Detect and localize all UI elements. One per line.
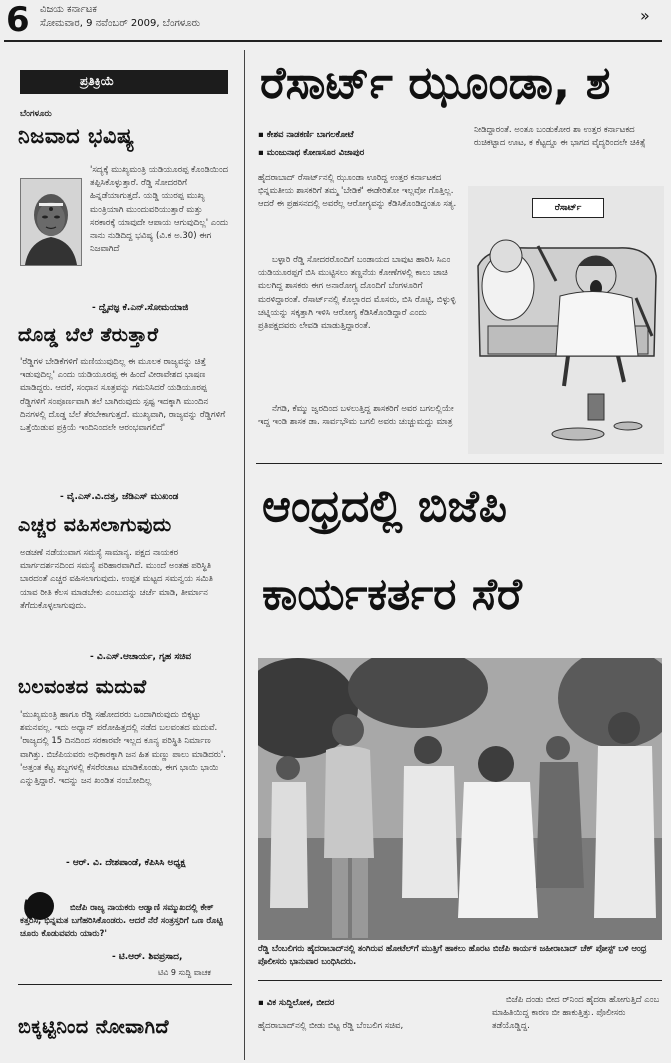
paper-name: ವಿಜಯ ಕರ್ನಾಟಕ <box>40 4 97 15</box>
resort-headline: ರೆಸಾರ್ಟ್ ಝೂಂಡಾ, ಶ <box>260 56 611 109</box>
resort-col1-para3: ನೆಗಡಿ, ಕೆಮ್ಮು ಜ್ವರದಿಂದ ಬಳಲುತ್ತಿದ್ದ ಶಾಸಕರಿಗೆ ಅವರ ಬಗಲಲ್ಲಿಯೇ ಇದ್ದ ಇಂಡಿ ಶಾಸಕ ಡಾ. ಸಾರ್ವಭೌಮ ಬಗಲಿ ಅವರು ಚುಚ್ಚುಮದ್ದು ಮಾತ್ರ <box>258 404 454 428</box>
reaction-byline-2: - ವೈ.ಎಸ್.ವಿ.ದತ್ತ, ಜೆಡಿಎಸ್ ಮುಖಂಡ <box>60 492 179 502</box>
quote-divider <box>18 984 232 985</box>
caption-rule <box>258 980 662 981</box>
resort-reporter-2: ▪ ಮಂಜುನಾಥ ಕೋಣಸೂರ ವಿಜಾಪುರ <box>258 148 365 158</box>
resort-col2-text: ನೀಡಿದ್ದಾರಂತೆ. ಅಂತೂ ಬಂಡುಕೋರ ಶಾ ಉತ್ತರ ಕರ್ನಾಟಕದ ರುಚಿಕಟ್ಟಾದ ಊಟ, ಕ ಕೆಟ್ಟದ್ದೂ ಈ ಭಾಗದ ವೈದ್ಯರಿಂದಲೇ ಚಿಕಿತ್ಸೆ <box>474 125 646 149</box>
astrologer-portrait <box>20 178 82 266</box>
andhra-col1-text: ಹೈದರಾಬಾದ್‌ನಲ್ಲಿ ಬೀಡು ಬಿಟ್ಟ ರೆಡ್ಡಿ ಬೆಂಬಲಿಗ ಸಚಿವ, <box>258 1021 404 1031</box>
reaction-headline-3: ಎಚ್ಚರ ವಹಿಸಲಾಗುವುದು <box>18 514 172 536</box>
quote-byline: - ಟಿ.ಆರ್. ಶಿವಪ್ರಸಾದ, <box>112 952 183 962</box>
reaction-body-1-text: 'ಸದ್ಯಕ್ಕೆ ಮುಖ್ಯಮಂತ್ರಿ ಯಡಿಯೂರಪ್ಪ ಕೊಂಡಿಯಿಂದ ತಪ್ಪಿಸಿಕೊಳ್ಳುತ್ತಾರೆ. ರೆಡ್ಡಿ ಸೋದರರಿಗೆ ಹಿನ್ನಡೆಯಾಗುತ್ತದೆ. ಯಡ್ಡಿ ಯುರಪ್ಪ ಮುಖ್ಯ ಮಂತ್ರಿಯಾಗಿ ಮುಂದುವರಿಯುತ್ತಾರೆ ಮತ್ತು ಸರಕಾರಕ್ಕೆ ಯಾವುದೇ ಆಪಾಯ ಆಗುವುದಿಲ್ಲ' ಎಂದು ನಾನು ನುಡಿದಿದ್ದ ಭವಿಷ್ಯ (ವಿ.ಕ ಅ.30) ಈಗ ನಿಜವಾಗಿದೆ <box>90 165 229 255</box>
reactions-label-text: ಪ್ರತಿಕ್ರಿಯೆ <box>80 74 115 88</box>
resort-bottom-rule <box>256 463 662 464</box>
andhra-reporter-text: ವಿಕ ಸುದ್ದಿಲೋಕ, ಬೀದರ <box>266 998 335 1008</box>
reaction-body-2: 'ರೆಡ್ಡಿಗಳ ಬೇಡಿಕೆಗಳಿಗೆ ಮಣಿಯುವುದಿಲ್ಲ ಈ ಮೂಲಕ ರಾಜ್ಯವನ್ನು ಚಿತ್ತೆ ಇಡುವುದಿಲ್ಲ' ಎಂದು ಯಡಿಯೂರಪ್ಪ ಈ ಹಿಂದೆ ವೀರಾವೇಶದ ಭಾಷಣ ಮಾಡಿದ್ದರು. ಆದರೆ, ಸಂಧಾನ ಸೂತ್ರವನ್ನು ಗಮನಿಸಿದರೆ ಯಡಿಯೂರಪ್ಪ ರೆಡ್ಡಿಗಳಿಗೆ ಸಂಪೂರ್ಣವಾಗಿ ತಲೆ ಬಾಗಿರುವುದು ಸ್ಪಷ್ಟ ಇದಕ್ಕಾಗಿ ಮುಂದಿನ ದಿನಗಳಲ್ಲಿ ದೊಡ್ಡ ಬೆಲೆ ತೆರಬೇಕಾಗುತ್ತದೆ. ಮುಖ್ಯವಾಗಿ, ರಾಜ್ಯವನ್ನು ರೆಡ್ಡಿಗಳಿಗೆ ಒತ್ತೆಯಿಡುವ ಪ್ರಕ್ರಿಯೆ ಇಂದಿನಿಂದಲೇ ಆರಂಭವಾಗಲಿದೆ' <box>20 357 226 434</box>
reaction-headline-1: ನಿಜವಾದ ಭವಿಷ್ಯ <box>18 124 135 148</box>
bottom-headline: ಬಿಕ್ಕಟ್ಟಿನಿಂದ ನೋವಾಗಿದೆ <box>18 1016 170 1038</box>
reaction-body-4: 'ಮುಖ್ಯಮಂತ್ರಿ ಹಾಗೂ ರೆಡ್ಡಿ ಸಹೋದರರು ಒಂದಾಗಿರುವುದು ಬಿಕ್ಕಟ್ಟು ಶಮನವಲ್ಲ. ಇದು ಅಧ್ಯಾನ್ ಪರೋಹಿತ್ತದಲ್ಲಿ ನಡೆದ ಬಲವಂತದ ಮದುವೆ. 'ರಾಜ್ಯದಲ್ಲಿ 15 ದಿನದಿಂದ ಸರಕಾರವೇ ಇಲ್ಲದ ಕೂನ್ಯ ಪರಿಸ್ಥಿತಿ ನಿರ್ಮಾಣ ವಾಗಿತ್ತು. ಬಿಜೆಪಿಯವರು ಅಧಿಕಾರಕ್ಕಾಗಿ ಜನ ಹಿತ ಮಣ್ಣು ಪಾಲು ಮಾಡಿದರು'. 'ಅತ್ತಂತ ಕೆಟ್ಟ ಶಬ್ದಗಳಲ್ಲಿ ಕೆಸರೆರಚಾಟ ಮಾಡಿಕೊಂಡು, ಈಗ ಭಾಯಿ ಭಾಯಿ ಎನ್ನುತ್ತಿದ್ದಾರೆ. ಇದನ್ನು ಜನ ಖಂಡಿತ ನಂಬೋದಿಲ್ಲ <box>20 710 226 787</box>
reaction-byline-3: - ವಿ.ಎಸ್.ಆಚಾರ್ಯ, ಗೃಹ ಸಚಿವ <box>90 652 191 662</box>
andhra-headline-line2: ಕಾರ್ಯಕರ್ತರ ಸೆರೆ <box>262 569 522 620</box>
column-separator <box>244 50 245 1060</box>
resort-col1-para1: ಹೈದರಾಬಾದ್ ರೆಸಾರ್ಟ್‌ನಲ್ಲಿ ಝೂಂಡಾ ಊರಿದ್ದ ಉತ್ತರ ಕರ್ನಾಟಕದ ಭಿನ್ನಮತೀಯ ಶಾಸಕರಿಗೆ ತಮ್ಮ 'ಬೇಡಿಕೆ' ಈಡೇರಿತೋ ಇಲ್ಲವೋ ಗೊತ್ತಿಲ್ಲ. ಆದರೆ ಈ ಪ್ರಹಸನದಲ್ಲಿ ಅವರೆಲ್ಲ ಆರೋಗ್ಯವನ್ನು ಕೆಡಿಸಿಕೊಂಡಿದ್ದಂತೂ ಸತ್ಯ. <box>258 173 457 210</box>
dateline: ಸೋಮವಾರ, 9 ನವೆಂಬರ್ 2009, ಬೆಂಗಳೂರು <box>40 18 201 29</box>
reactions-location: ಬೆಂಗಳೂರು <box>20 109 52 119</box>
andhra-col2-text: ಬಿಜೆಪಿ ದಂಡು ಬೀದ ರ್‌ನಿಂದ ಹೈದರಾ ಹೋಗುತ್ತಿದೆ ಎಂಬ ಮಾಹಿತಿಯಿದ್ದ ಕಾರಣ ಬೀ ಹಾಕುತ್ತಿತ್ತು. ಪೊಲೀಸರು ತಡೆಯೊಡ್ಡಿದ್ದ. <box>492 995 660 1032</box>
reaction-body-1 <box>90 164 230 256</box>
resort-reporter-1-text: ಕೇಶವ ನಾಡಕರ್ಣಿ ಬಾಗಲಕೋಟೆ <box>266 130 354 140</box>
next-arrow-icon: » <box>640 6 650 25</box>
quote-body: ಬಿಜೆಪಿ ರಾಜ್ಯ ನಾಯಕರು ಆಡ್ವಾಣಿ ಸಮ್ಮುಖದಲ್ಲಿ ಕೇಕ್ ಕತ್ತರಿಸಿ, ಭಿನ್ನಮತ ಬಗೆಹರಿಸಿಕೊಂಡರು. ಆದರೆ ನೆರೆ ಸಂತ್ರಸ್ತರಿಗೆ ಒಣ ರೊಟ್ಟಿ ಚೂರು ಕೊಡುವವರು ಯಾರು?' <box>20 903 223 940</box>
page-number: 6 <box>6 0 30 40</box>
andhra-photo <box>258 658 662 940</box>
cartoon-tag: ರೆಸಾರ್ಟ್ <box>532 198 604 218</box>
quote-byline-sub: ಟಿವಿ 9 ಸುದ್ದಿ ವಾಚಕ <box>158 968 211 977</box>
reaction-byline-4: - ಆರ್. ವಿ. ದೇಶಪಾಂಡೆ, ಕೆಪಿಸಿಸಿ ಅಧ್ಯಕ್ಷ <box>66 858 186 868</box>
andhra-photo-caption: ರೆಡ್ಡಿ ಬೆಂಬಲಿಗರು ಹೈದರಾಬಾದ್‌ನಲ್ಲಿ ತಂಗಿರುವ ಹೋಟೆಲ್‌ಗೆ ಮುತ್ತಿಗೆ ಹಾಕಲು ಹೊರಟ ಬಿಜೆಪಿ ಕಾರ್ಯಕ ಜಹೀರಾಬಾದ್ ಚೆಕ್ ಪೋಸ್ಟ್ ಬಳಿ ಆಂಧ್ರ ಪೊಲೀಸರು ಭಾನುವಾರ ಬಂಧಿಸಿದರು. <box>258 943 647 967</box>
andhra-headline-line1: ಆಂಧ್ರದಲ್ಲಿ ಬಿಜೆಪಿ <box>262 481 507 532</box>
resort-col1-para2: ಬಳ್ಳಾರಿ ರೆಡ್ಡಿ ಸೋದರರೊಂದಿಗೆ ಬಂಡಾಯದ ಬಾವುಟ ಹಾರಿಸಿ ಸಿಎಂ ಯಡಿಯೂರಪ್ಪಗೆ ಬಿಸಿ ಮುಟ್ಟಿಸಲು ತಣ್ಣನೆಯ ಕೋಣೆಗಳಲ್ಲಿ ಕಾಲು ಚಾಚಿ ಮಲಗಿದ್ದ ಶಾಸಕರು ಈಗ ಅನಾರೋಗ್ಯ ದೊಂದಿಗೆ ಬೆಂಗಳೂರಿಗೆ ಮರಳಿದ್ದಾರಂತೆ. ರೆಸಾರ್ಟ್‌ನಲ್ಲಿ ಕೊಲ್ಲಾರದ ಮೊಸರು, ಬಿಸಿ ರೊಟ್ಟಿ, ಬಿಳ್ಳುಳ್ಳಿ ಚಟ್ನಿಯನ್ನು ಸಕ್ಕತ್ತಾಗಿ ಇಳಿಸಿ ಆರೋಗ್ಯ ಕೆಡಿಸಿಕೊಂಡಿದ್ದಾರೆ ಎಂದು ಪ್ರತಿಪಕ್ಷದವರು ಲೇವಡಿ ಮಾಡುತ್ತಿದ್ದಾರಂತೆ. <box>258 255 456 332</box>
resort-reporter-1: ▪ ಕೇಶವ ನಾಡಕರ್ಣಿ ಬಾಗಲಕೋಟೆ <box>258 130 354 140</box>
reaction-byline-1: - ದ್ವೈವಜ್ಞ ಕೆ.ಎನ್.ಸೋಮಯಾಜಿ <box>92 303 189 313</box>
resort-cartoon <box>468 186 664 454</box>
reaction-headline-2: ದೊಡ್ಡ ಬೆಲೆ ತೆರುತ್ತಾರೆ <box>18 324 159 346</box>
reaction-body-3: ಅಡಚಣೆ ನಡೆಯುವಾಗ ಸಮಸ್ಯೆ ಸಾಮಾನ್ಯ. ಪಕ್ಷದ ನಾಯಕರ ಮಾರ್ಗದರ್ಶನದಿಂದ ಸಮಸ್ಯೆ ಪರಿಹಾರವಾಗಿದೆ. ಮುಂದೆ ಅಂತಹ ಪರಿಸ್ಥಿತಿ ಬಾರದಂತೆ ಎಚ್ಚರ ವಹಿಸಲಾಗುವುದು. ಉಪ್ಪತ ಮಟ್ಟದ ಸಮನ್ವಯ ಸಮಿತಿ ಯಾವ ರೀತಿ ಕೆಲಸ ಮಾಡಬೇಕು ಎಂಬುದನ್ನು ಚರ್ಚೆ ಮಾಡಿ, ತೀರ್ಮಾನ ತೆಗೆದುಕೊಳ್ಳಲಾಗುವುದು. <box>20 548 213 611</box>
resort-reporter-2-text: ಮಂಜುನಾಥ ಕೋಣಸೂರ ವಿಜಾಪುರ <box>266 148 365 158</box>
masthead-rule <box>4 40 662 42</box>
reactions-section-label <box>20 70 228 94</box>
reaction-headline-4: ಬಲವಂತದ ಮದುವೆ <box>18 676 147 698</box>
andhra-reporter: ▪ ವಿಕ ಸುದ್ದಿಲೋಕ, ಬೀದರ <box>258 998 335 1008</box>
